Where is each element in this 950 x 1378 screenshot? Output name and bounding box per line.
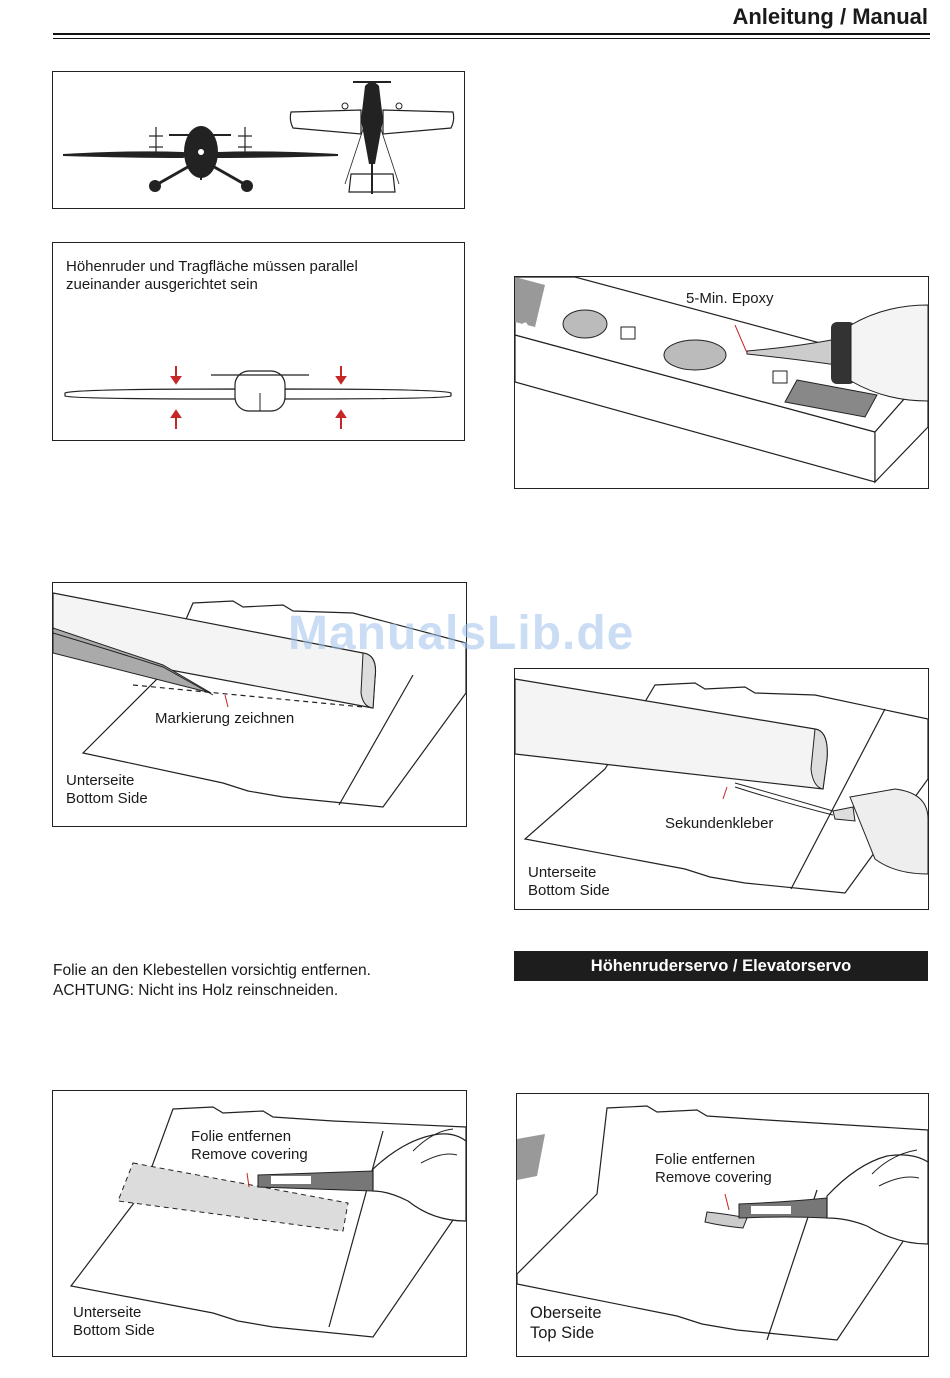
section-heading-elevator-servo: Höhenruderservo / Elevatorservo (514, 951, 928, 981)
watermark: ManualsLib.de (288, 607, 635, 660)
airplane-views-drawing (53, 72, 464, 208)
remove-covering-en: Remove covering (191, 1146, 308, 1163)
parallel-note-line1: Höhenruder und Tragfläche müssen parallel (66, 258, 358, 275)
side-label-en: Bottom Side (73, 1322, 155, 1339)
figure-epoxy (514, 276, 929, 489)
header-rule-thin (53, 38, 930, 39)
parallel-note-line2: zueinander ausgerichtet sein (66, 276, 258, 293)
figure-stabilizer-parallel (52, 242, 465, 441)
figure-ca-glue (514, 668, 929, 910)
figure-airplane-views (52, 71, 465, 209)
side-label-en: Bottom Side (66, 790, 148, 807)
caption-line2: ACHTUNG: Nicht ins Holz reinschneiden. (53, 982, 339, 999)
side-label-de: Oberseite (530, 1304, 602, 1322)
side-label-de: Unterseite (73, 1304, 142, 1321)
remove-covering-de: Folie entfernen (655, 1151, 756, 1168)
side-label-en: Top Side (530, 1324, 595, 1342)
header-rule-thick (53, 33, 930, 35)
stabilizer-drawing (53, 243, 464, 440)
figure-remove-covering-top (516, 1093, 929, 1357)
remove-covering-en: Remove covering (655, 1169, 772, 1186)
glue-label: Sekundenkleber (665, 815, 774, 832)
page-header-title: Anleitung / Manual (732, 4, 928, 29)
side-label-en: Bottom Side (528, 882, 610, 899)
side-label-de: Unterseite (66, 772, 135, 789)
figure-remove-covering-bottom (52, 1090, 467, 1357)
epoxy-label: 5-Min. Epoxy (686, 290, 774, 307)
mark-label: Markierung zeichnen (155, 710, 295, 727)
remove-covering-de: Folie entfernen (191, 1128, 292, 1145)
caption-line1: Folie an den Klebestellen vorsichtig entfernen. (53, 962, 371, 979)
epoxy-drawing (515, 277, 928, 488)
side-label-de: Unterseite (528, 864, 597, 881)
